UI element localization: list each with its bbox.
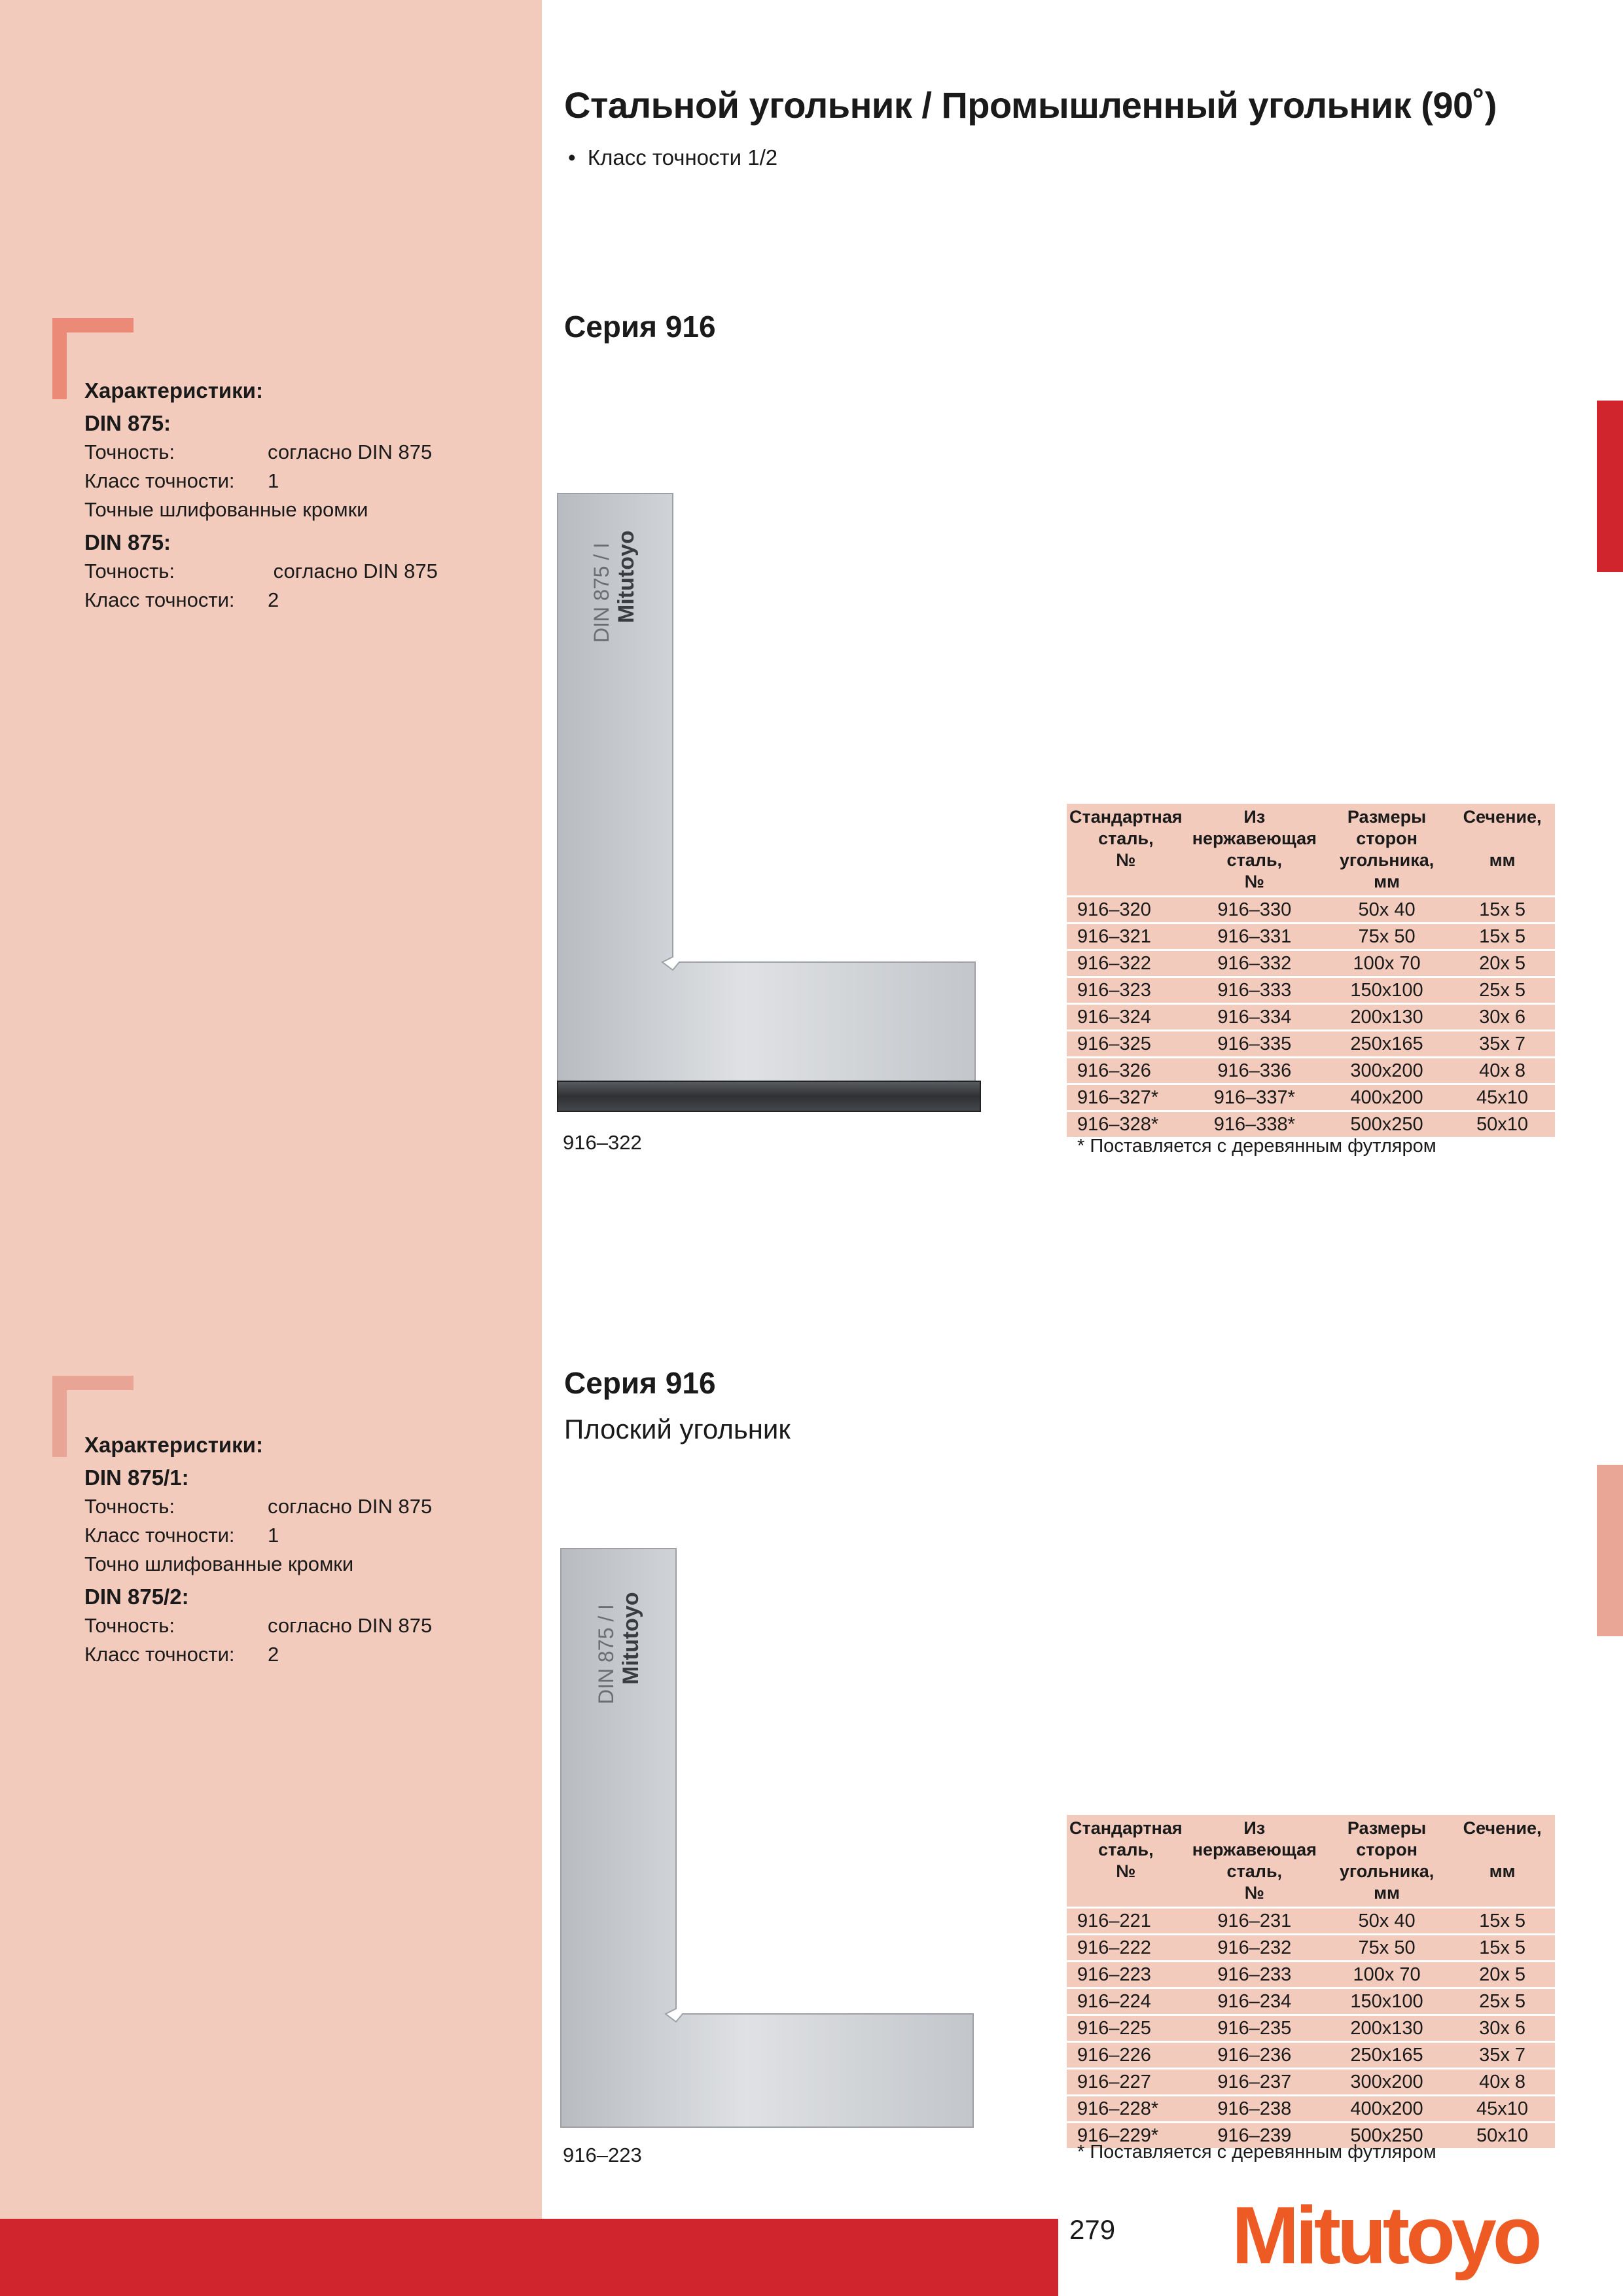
- image-caption-1: 916–322: [563, 1131, 642, 1154]
- table-row: 916–227 916–237 300x200 40x 8: [1067, 2069, 1555, 2096]
- table-row: 916–226 916–236 250x165 35x 7: [1067, 2042, 1555, 2069]
- engraving-brand: Mitutoyo: [618, 1592, 643, 1685]
- spec-row: Точность: согласно DIN 875: [84, 560, 438, 583]
- column-header-standard: Стандартная сталь, №: [1067, 804, 1185, 897]
- table-row: 916–222 916–232 75x 50 15x 5: [1067, 1935, 1555, 1962]
- table-note-2: * Поставляется с деревянным футляром: [1077, 2142, 1436, 2162]
- table-row: 916–229* 916–239 500x250 50x10: [1067, 2123, 1555, 2149]
- column-header-stainless: Из нержавеющая сталь, №: [1185, 804, 1324, 897]
- table-row: 916–228* 916–238 400x200 45x10: [1067, 2096, 1555, 2123]
- table-row: 916–225 916–235 200x130 30x 6: [1067, 2015, 1555, 2042]
- table-row: 916–224 916–234 150x100 25x 5: [1067, 1988, 1555, 2015]
- table-row: 916–326 916–336 300x200 40x 8: [1067, 1058, 1555, 1085]
- table-header-row: [1067, 804, 1555, 897]
- footer-bar: [0, 2219, 1058, 2296]
- column-header-standard: Стандартная сталь, №: [1067, 1815, 1185, 1908]
- table-row: 916–325 916–335 250x165 35x 7: [1067, 1031, 1555, 1058]
- column-header-section: Сечение, мм: [1450, 1815, 1555, 1908]
- spec-extra: Точно шлифованные кромки: [84, 1552, 354, 1575]
- spec-row: Точность: согласно DIN 875: [84, 1495, 433, 1518]
- steel-square-image-1: [556, 492, 982, 1115]
- product-table-2: [1067, 1815, 1555, 2148]
- table-row: 916–223 916–233 100x 70 20x 5: [1067, 1962, 1555, 1988]
- spec-block-1: [84, 376, 438, 615]
- mitutoyo-logo: [1232, 2186, 1559, 2284]
- logo-text: Mitutoyo: [1232, 2191, 1539, 2281]
- engraving-brand: Mitutoyo: [614, 530, 639, 623]
- column-header-stainless: Из нержавеющая сталь, №: [1185, 1815, 1324, 1908]
- spec-group-name: DIN 875:: [84, 530, 171, 554]
- engraving-text: DIN 875 / I: [590, 543, 613, 643]
- spec-row: Класс точности: 1: [84, 469, 279, 492]
- table-row: 916–324 916–334 200x130 30x 6: [1067, 1004, 1555, 1031]
- table-note-1: * Поставляется с деревянным футляром: [1077, 1136, 1436, 1157]
- table-row: 916–321 916–331 75x 50 15x 5: [1067, 924, 1555, 950]
- steel-square-image-2: [560, 1547, 978, 2130]
- page-title: Стальной угольник / Промышленный угольник (90˚): [564, 84, 1497, 126]
- left-panel: [0, 0, 542, 2296]
- spec-row: Класс точности: 2: [84, 1643, 279, 1666]
- spec-row: Точность: согласно DIN 875: [84, 440, 433, 463]
- table-row: 916–327* 916–337* 400x200 45x10: [1067, 1085, 1555, 1111]
- column-header-section: Сечение, мм: [1450, 804, 1555, 897]
- spec-group-name: DIN 875/2:: [84, 1585, 189, 1609]
- spec-row: Точность: согласно DIN 875: [84, 1614, 433, 1637]
- engraving-text: DIN 875 / I: [594, 1604, 618, 1704]
- product-table-1: [1067, 804, 1555, 1137]
- spec-heading: Характеристики:: [84, 378, 263, 403]
- column-header-sizes: Размеры сторон угольника, мм: [1324, 804, 1450, 897]
- table-row: 916–320 916–330 50x 40 15x 5: [1067, 897, 1555, 924]
- table-row: 916–323 916–333 150x100 25x 5: [1067, 977, 1555, 1004]
- series-title-1: Серия 916: [564, 310, 716, 344]
- spec-row: Класс точности: 2: [84, 588, 279, 611]
- side-tab-red: [1597, 401, 1623, 572]
- table-row: 916–322 916–332 100x 70 20x 5: [1067, 950, 1555, 977]
- bullet-icon: •: [568, 145, 588, 170]
- page-number: 279: [1069, 2214, 1116, 2245]
- table-header-row: [1067, 1815, 1555, 1908]
- spec-group-name: DIN 875/1:: [84, 1465, 189, 1490]
- table-row: 916–221 916–231 50x 40 15x 5: [1067, 1908, 1555, 1935]
- spec-heading: Характеристики:: [84, 1433, 263, 1457]
- series-title-2: Серия 916: [564, 1366, 716, 1400]
- side-tab-pink: [1597, 1465, 1623, 1636]
- spec-row: Класс точности: 1: [84, 1524, 279, 1547]
- column-header-sizes: Размеры сторон угольника, мм: [1324, 1815, 1450, 1908]
- bullet-item: • Класс точности 1/2: [568, 145, 778, 170]
- table-row: 916–328* 916–338* 500x250 50x10: [1067, 1111, 1555, 1138]
- spec-block-2: [84, 1431, 432, 1669]
- subtitle-2: Плоский угольник: [564, 1414, 791, 1444]
- spec-extra: Точные шлифованные кромки: [84, 498, 368, 521]
- image-caption-2: 916–223: [563, 2144, 642, 2166]
- spec-group-name: DIN 875:: [84, 411, 171, 435]
